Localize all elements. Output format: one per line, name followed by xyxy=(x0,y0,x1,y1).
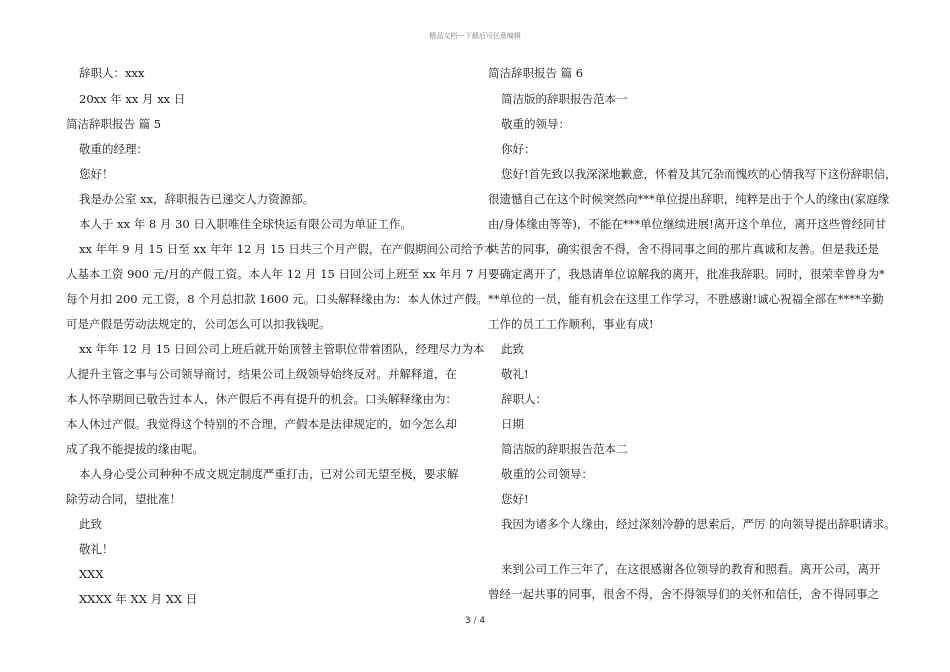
text-line: 简洁版的辞职报告范本一 xyxy=(501,92,628,106)
text-line: 您好! xyxy=(501,492,529,506)
section-heading: 简洁辞职报告 篇 6 xyxy=(488,66,584,80)
text-line: 敬重的经理： xyxy=(79,142,148,156)
text-line: 辞职人： xyxy=(501,392,547,406)
text-line: 敬礼! xyxy=(501,367,529,381)
text-line: 除劳动合同，望批准！ xyxy=(66,492,181,506)
text-line: 20xx 年 xx 月 xx 日 xyxy=(79,92,186,106)
text-line: 来到公司工作三年了，在这很感谢各位领导的教育和照看。离开公司，离开 xyxy=(501,562,881,576)
text-line: 您好！ xyxy=(79,167,114,181)
text-line: 每个月扣 200 元工资，8 个月总扣款 1600 元。口头解释缘由为：本人休过产假。 xyxy=(66,292,488,306)
text-line: XXXX 年 XX 月 XX 日 xyxy=(79,592,198,606)
text-line: 要确定离开了，我恳请单位谅解我的离开，批准我辞职。同时，很荣幸曾身为* xyxy=(488,267,885,281)
text-line: 敬礼！ xyxy=(79,542,114,556)
page-separator: / xyxy=(473,616,477,626)
section-heading: 简洁辞职报告 篇 5 xyxy=(66,117,162,131)
text-line: 可是产假是劳动法规定的，公司怎么可以扣我钱呢。 xyxy=(66,317,331,331)
text-line: 你好： xyxy=(501,142,536,156)
text-line: 简洁版的辞职报告范本二 xyxy=(501,442,628,456)
text-line: 很遗憾自己在这个时候突然向***单位提出辞职，纯粹是出于个人的缘由(家庭缘 xyxy=(488,192,890,206)
text-line: 此致 xyxy=(501,342,524,356)
text-line: 本人休过产假。我觉得这个特别的不合理，产假本是法律规定的，如今怎么却 xyxy=(66,417,457,431)
text-line: 我是办公室 xx，辞职报告已递交人力资源部。 xyxy=(79,192,315,206)
text-line: 本人身心受公司种种不成文规定制度严重打击，已对公司无望至极，要求解 xyxy=(79,467,459,481)
text-line: 日期 xyxy=(501,417,524,431)
text-line: 敬重的公司领导： xyxy=(501,467,593,481)
text-line: 我因为诸多个人缘由，经过深刻冷静的思索后，严厉 的向领导提出辞职请求。 xyxy=(501,517,896,531)
text-line: 共苦的同事，确实很舍不得，舍不得同事之间的那片真诚和友善。但是我还是 xyxy=(488,242,879,256)
text-line: 敬重的领导： xyxy=(501,117,570,131)
page-header: 精品文档---下载后可任意编辑 xyxy=(429,32,521,40)
text-line: 曾经一起共事的同事，很舍不得，舍不得领导们的关怀和信任，舍不得同事之 xyxy=(488,587,879,601)
total-pages: 4 xyxy=(479,616,486,626)
text-line: 辞职人：xxx xyxy=(79,66,145,80)
text-line: 此致 xyxy=(79,517,102,531)
text-line: XXX xyxy=(79,567,104,581)
text-line: xx 年年 9 月 15 日至 xx 年年 12 月 15 日共三个月产假，在产假期间公司给予本 xyxy=(79,242,496,256)
text-line: 工作的员工工作顺利，事业有成! xyxy=(488,317,654,331)
text-line: **单位的一员，能有机会在这里工作学习，不胜感谢!诚心祝福全部在****辛勤 xyxy=(488,292,884,306)
current-page: 3 xyxy=(464,616,471,626)
text-line: 本人怀孕期间已敬告过本人，休产假后不再有提升的机会。口头解释缘由为： xyxy=(66,392,457,406)
text-line: 由/身体缘由等等)，不能在***单位继续进展!离开这个单位，离开这些曾经同甘 xyxy=(488,217,887,231)
text-line: xx 年年 12 月 15 日回公司上班后就开始顶替主管职位带着团队，经理尽力为本 xyxy=(79,342,485,356)
page-number xyxy=(0,616,950,626)
text-line: 成了我不能提拔的缘由呢。 xyxy=(66,442,204,456)
text-line: 本人于 xx 年 8 月 30 日入职唯佳全球快运有限公司为单证工作。 xyxy=(79,217,412,231)
text-line: 您好!首先致以我深深地歉意，怀着及其冗杂而愧疚的心情我写下这份辞职信， xyxy=(501,167,897,181)
text-line: 人基本工资 900 元/月的产假工资。本人年 12 月 15 日回公司上班至 xx 年月 7 月 xyxy=(66,267,489,281)
text-line: 人提升主管之事与公司领导商讨，结果公司上级领导始终反对。并解释道，在 xyxy=(66,367,457,381)
